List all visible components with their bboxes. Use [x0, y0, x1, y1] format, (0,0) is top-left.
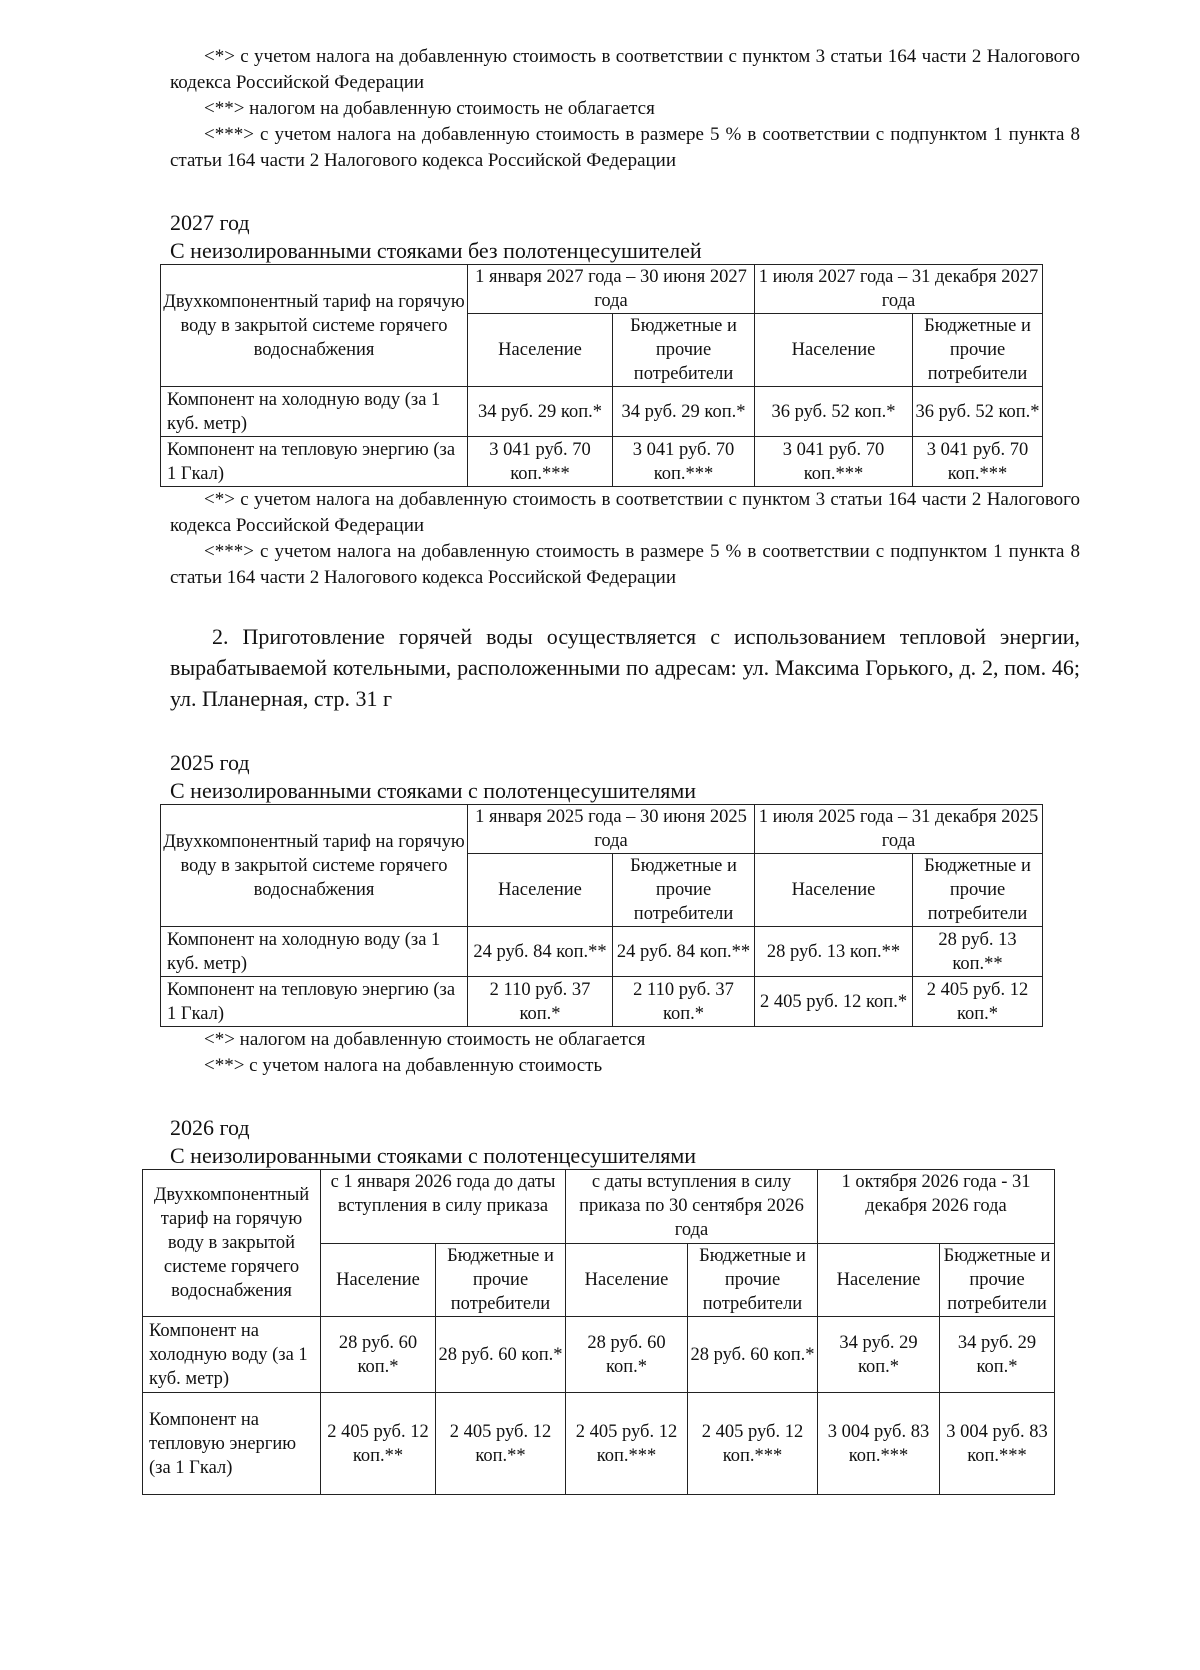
tariff-cell: 34 руб. 29 коп.* [940, 1317, 1055, 1393]
footnote-no-vat: <**> налогом на добавленную стоимость не облагается [204, 98, 655, 119]
tariff-cell: 3 041 руб. 70 коп.*** [468, 437, 613, 487]
tariff-cell: 2 405 руб. 12 коп.* [755, 977, 913, 1027]
tariff-cell: 28 руб. 60 коп.* [321, 1317, 436, 1393]
column-header: Бюджетные и прочие потребители [913, 314, 1043, 387]
table2-footnote: <*> налогом на добавленную стоимость не облагается [204, 1029, 646, 1050]
tariff-cell: 2 110 руб. 37 коп.* [468, 977, 613, 1027]
table3-year: 2026 год [170, 1115, 250, 1140]
table2-subtitle: С неизолированными стояками с полотенцесушителями [170, 778, 697, 803]
tariff-cell: 3 041 руб. 70 коп.*** [755, 437, 913, 487]
tariff-cell: 2 405 руб. 12 коп.*** [566, 1393, 688, 1495]
row-label: Компонент на холодную воду (за 1 куб. метр) [143, 1317, 321, 1393]
tariff-table-2026 [142, 1169, 1055, 1495]
footnote-vat-art164: <*> с учетом налога на добавленную стоимость в соответствии с пунктом 3 статьи 164 части 2 Налогового кодекса Российской Федерации [170, 46, 1080, 93]
period-header: 1 октября 2026 года - 31 декабря 2026 года [818, 1170, 1055, 1244]
row-label: Компонент на тепловую энергию (за 1 Гкал) [143, 1393, 321, 1495]
period-header: с 1 января 2026 года до даты вступления в силу приказа [321, 1170, 566, 1244]
tariff-cell: 2 110 руб. 37 коп.* [613, 977, 755, 1027]
tariff-cell: 2 405 руб. 12 коп.* [913, 977, 1043, 1027]
footnote-vat-5: <***> с учетом налога на добавленную стоимость в размере 5 % в соответствии с подпунктом 1 пункта 8 статьи 164 части 2 Налогового кодекса Российской Федерации [170, 124, 1080, 171]
period-header: 1 июля 2025 года – 31 декабря 2025 года [755, 805, 1043, 854]
tariff-table-2025 [160, 804, 1043, 1027]
column-header: Население [566, 1244, 688, 1317]
table2-year: 2025 год [170, 750, 250, 775]
tariff-cell: 2 405 руб. 12 коп.** [321, 1393, 436, 1495]
column-header: Население [468, 314, 613, 387]
table1-year: 2027 год [170, 210, 250, 235]
tariff-cell: 2 405 руб. 12 коп.*** [688, 1393, 818, 1495]
row-label: Компонент на тепловую энергию (за 1 Гкал) [161, 977, 468, 1027]
column-header: Бюджетные и прочие потребители [688, 1244, 818, 1317]
tariff-cell: 36 руб. 52 коп.* [755, 387, 913, 437]
tariff-cell: 34 руб. 29 коп.* [818, 1317, 940, 1393]
column-header: Население [755, 854, 913, 927]
column-header: Бюджетные и прочие потребители [613, 854, 755, 927]
period-header: 1 января 2027 года – 30 июня 2027 года [468, 265, 755, 314]
tariff-cell: 28 руб. 13 коп.** [755, 927, 913, 977]
period-header: 1 января 2025 года – 30 июня 2025 года [468, 805, 755, 854]
row-label: Компонент на холодную воду (за 1 куб. метр) [161, 927, 468, 977]
row-header-cell: Двухкомпонентный тариф на горячую воду в закрытой системе горячего водоснабжения [161, 805, 468, 927]
table1-subtitle: С неизолированными стояками без полотенцесушителей [170, 238, 702, 263]
column-header: Бюджетные и прочие потребители [613, 314, 755, 387]
document-page [149, 44, 1080, 1495]
column-header: Бюджетные и прочие потребители [913, 854, 1043, 927]
column-header: Бюджетные и прочие потребители [436, 1244, 566, 1317]
column-header: Население [818, 1244, 940, 1317]
table2-footnote: <**> с учетом налога на добавленную стоимость [204, 1055, 603, 1076]
row-header-cell: Двухкомпонентный тариф на горячую воду в закрытой системе горячего водоснабжения [161, 265, 468, 387]
period-header: с даты вступления в силу приказа по 30 сентября 2026 года [566, 1170, 818, 1244]
tariff-cell: 34 руб. 29 коп.* [613, 387, 755, 437]
tariff-cell: 3 041 руб. 70 коп.*** [613, 437, 755, 487]
tariff-cell: 2 405 руб. 12 коп.** [436, 1393, 566, 1495]
tariff-cell: 28 руб. 60 коп.* [688, 1317, 818, 1393]
column-header: Бюджетные и прочие потребители [940, 1244, 1055, 1317]
row-label: Компонент на тепловую энергию (за 1 Гкал) [161, 437, 468, 487]
tariff-cell: 3 004 руб. 83 коп.*** [818, 1393, 940, 1495]
tariff-cell: 28 руб. 13 коп.** [913, 927, 1043, 977]
table1-footnote: <***> с учетом налога на добавленную стоимость в размере 5 % в соответствии с подпунктом 1 пункта 8 статьи 164 части 2 Налогового кодекса Российской Федерации [170, 541, 1080, 588]
tariff-cell: 3 041 руб. 70 коп.*** [913, 437, 1043, 487]
tariff-cell: 3 004 руб. 83 коп.*** [940, 1393, 1055, 1495]
column-header: Население [755, 314, 913, 387]
row-header-cell: Двухкомпонентный тариф на горячую воду в закрытой системе горячего водоснабжения [143, 1170, 321, 1317]
column-header: Население [321, 1244, 436, 1317]
tariff-cell: 28 руб. 60 коп.* [436, 1317, 566, 1393]
tariff-cell: 24 руб. 84 коп.** [613, 927, 755, 977]
column-header: Население [468, 854, 613, 927]
period-header: 1 июля 2027 года – 31 декабря 2027 года [755, 265, 1043, 314]
paragraph-2: 2. Приготовление горячей воды осуществляется с использованием тепловой энергии, вырабатываемой котельными, расположенными по адресам: ул. Максима Горького, д. 2, пом. 46; ул. Планерная, стр. 31 г [170, 624, 1080, 711]
row-label: Компонент на холодную воду (за 1 куб. метр) [161, 387, 468, 437]
tariff-cell: 34 руб. 29 коп.* [468, 387, 613, 437]
tariff-cell: 36 руб. 52 коп.* [913, 387, 1043, 437]
table3-subtitle: С неизолированными стояками с полотенцесушителями [170, 1143, 697, 1168]
tariff-cell: 28 руб. 60 коп.* [566, 1317, 688, 1393]
tariff-cell: 24 руб. 84 коп.** [468, 927, 613, 977]
table1-footnote: <*> с учетом налога на добавленную стоимость в соответствии с пунктом 3 статьи 164 части 2 Налогового кодекса Российской Федерации [170, 489, 1080, 536]
tariff-table-2027 [160, 264, 1043, 487]
